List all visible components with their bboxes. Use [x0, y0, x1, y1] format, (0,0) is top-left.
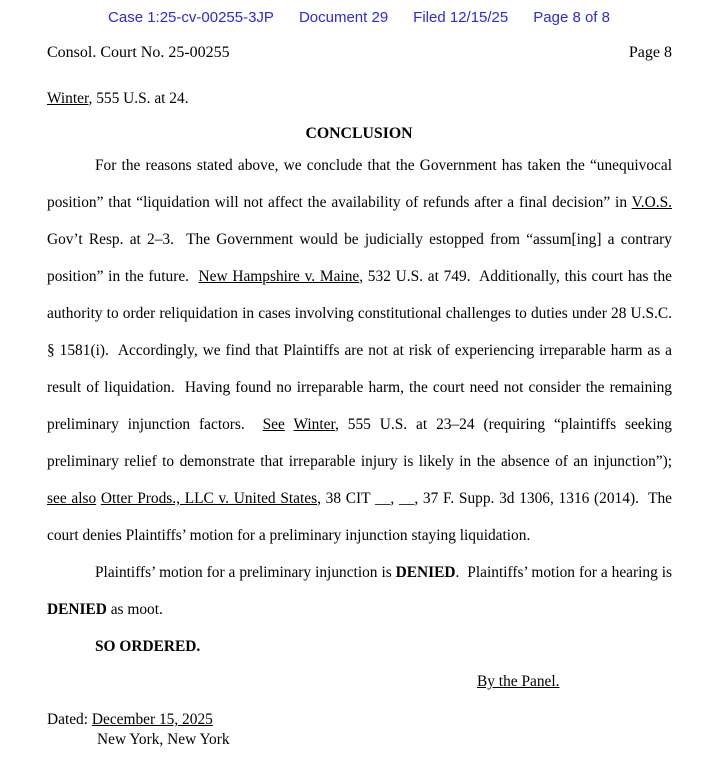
so-ordered-line: SO ORDERED. [95, 638, 201, 655]
order-paragraph: Plaintiffs’ motion for a preliminary injunction is DENIED. Plaintiffs’ motion for a hearing is DENIED as moot. [47, 564, 676, 618]
conclusion-paragraph: For the reasons stated above, we conclude that the Government has taken the “unequivocal position” that “liquidation will not affect the availability of refunds after a final decision” in V.O.S. Gov’t Resp. at 2–3. The Government would be judicially estopped from “assum[ing] a contrary position” in the future. New Hampshire v. Maine, 532 U.S. at 749. Additionally, this court has the authority to order reliquidation in cases involving constitutional challenges to duties under 28 U.S.C. § 1581(i). Accordingly, we find that Plaintiffs are not at risk of experiencing irreparable harm as a result of liquidation. Having found no irreparable harm, the court need not consider the remaining preliminary injunction factors. See Winter, 555 U.S. at 23–24 (requiring “plaintiffs seeking preliminary relief to demonstrate that irreparable injury is likely in the absence of an injunction”); see also Otter Prods., LLC v. United States, 38 CIT __, __, 37 F. Supp. 3d 1306, 1316 (2014). The court denies Plaintiffs’ motion for a preliminary injunction staying liquidation. [47, 157, 676, 544]
dated-label: Dated: [47, 711, 89, 728]
conclusion-heading: CONCLUSION [305, 125, 413, 142]
dated-line [47, 710, 672, 730]
dated-date: December 15, 2025 [91, 711, 213, 728]
stamp-document-number: Document 29 [298, 9, 389, 26]
court-number: Consol. Court No. 25-00255 [47, 44, 230, 61]
stamp-filed-date: Filed 12/15/25 [413, 9, 509, 26]
stamp-case-number: Case 1:25-cv-00255-3JP [108, 9, 274, 26]
by-the-panel-signature: By the Panel. [477, 673, 560, 690]
citation-carryover: Winter, 555 U.S. at 24. [47, 90, 189, 107]
dated-block [47, 710, 672, 750]
page-header [47, 44, 672, 62]
stamp-page-count: Page 8 of 8 [533, 9, 610, 26]
cmecf-stamp [0, 0, 718, 27]
page-number: Page 8 [628, 44, 672, 61]
dated-place: New York, New York [97, 731, 230, 748]
